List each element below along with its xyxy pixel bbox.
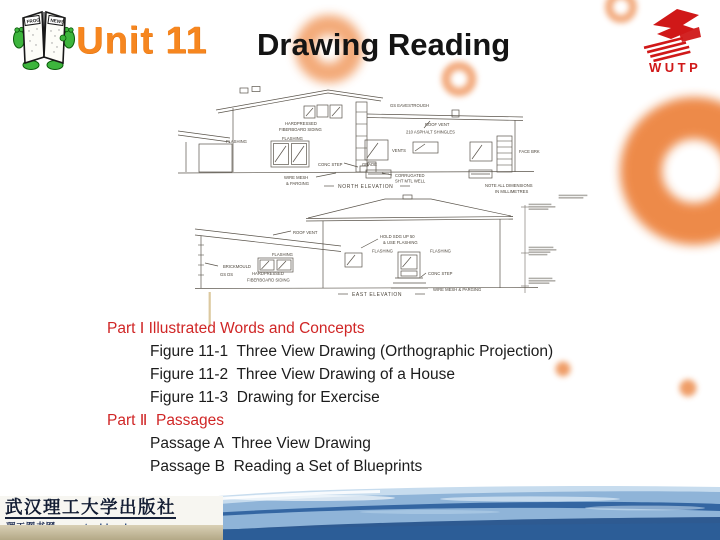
dimension-column (521, 195, 587, 293)
wutp-label: WUTP (649, 60, 702, 75)
outline-item-passage-a: Passage A Three View Drawing (150, 435, 371, 452)
label-note-1: NOTE ALL DIMENSIONS (485, 183, 533, 188)
publisher-name: 武汉理工大学出版社 (5, 497, 176, 517)
frog-banner-text: FROG (26, 17, 41, 25)
outline-part2-heading: Part Ⅱ Passages (107, 412, 225, 429)
north-elevation-drawing (178, 86, 568, 194)
publisher-tan-strip (0, 525, 223, 540)
label-note-2: IN MILLIMETRES (495, 189, 529, 194)
label-roof-vent: ROOF VENT (425, 122, 450, 127)
house-right-block (365, 110, 523, 178)
label-grade: GRADE (362, 162, 377, 167)
label-conc-step: CONC STEP (318, 162, 343, 167)
unit-label: Unit 11 (76, 20, 208, 62)
hip-roof (306, 195, 513, 221)
east-elevation-drawing (193, 193, 655, 311)
outline-item-passage-b: Passage B Reading a Set of Blueprints (150, 458, 423, 475)
label-vents: VENTS (392, 148, 406, 153)
label-brickmould: BRICKMOULD (223, 264, 251, 269)
label-siding-2: FIBERBOARD SIDING (247, 277, 290, 283)
label-face-brk: FACE BRK (519, 149, 540, 154)
drawing1-caption: NORTH ELEVATION (338, 184, 394, 190)
outline-part1-heading: Part Ⅰ Illustrated Words and Concepts (107, 320, 365, 337)
label-conc-step: CONC STEP (428, 271, 453, 276)
label-hold-2: & USE FLASHING (383, 240, 418, 245)
label-siding-1: HARDPRESSED (285, 121, 317, 126)
outline-item-figure-11-2: Figure 11-2 Three View Drawing of a House (150, 366, 455, 383)
label-well-1: CORRUGATED (395, 173, 425, 178)
label-siding-1: HARDPRESSED (252, 271, 284, 276)
orange-dot-1 (556, 362, 571, 377)
main-wall (323, 219, 500, 288)
label-siding-2: FIBERBOARD SIDING (279, 127, 322, 132)
publisher-box (0, 496, 223, 525)
label-hold-1: HOLD SDG UP 50 (380, 234, 415, 239)
outline-item-figure-11-1: Figure 11-1 Three View Drawing (Orthographic Projection) (150, 343, 554, 360)
news-banner-text: NEWS (50, 17, 65, 25)
page-title: Drawing Reading (257, 27, 511, 62)
label-flashing-b: FLASHING (372, 248, 393, 254)
label-flashing-a: FLASHING (226, 139, 247, 144)
label-wire-2: & PARGING (286, 181, 309, 186)
label-well-2: SHT MTL WELL (395, 178, 426, 184)
label-flashing-c: FLASHING (430, 248, 451, 254)
wutp-emblem-icon (644, 9, 701, 64)
label-gs-ds: GS DS (220, 272, 234, 277)
label-flashing-b: FLASHING (282, 136, 303, 141)
orange-dot-2 (680, 380, 697, 397)
outline-item-figure-11-3: Figure 11-3 Drawing for Exercise (150, 389, 380, 406)
label-wire-mesh: WIRE MESH & PARGING (433, 287, 482, 292)
label-roof-vent: ROOF VENT (293, 230, 318, 235)
orange-ring-small-2 (609, 0, 633, 19)
frog-news-logo (13, 5, 75, 71)
label-flashing-a: FLASHING (272, 252, 293, 257)
label-shingles: 210 ASPHALT SHINGLES (406, 129, 455, 135)
wutp-logo (637, 3, 707, 77)
ground-line (195, 288, 538, 289)
newspaper-icon (23, 12, 66, 63)
drawing2-caption: EAST ELEVATION (352, 292, 403, 298)
label-eavestrough: GS EAVESTROUGH (390, 103, 430, 108)
label-wire-1: WIRE MESH (284, 175, 309, 180)
